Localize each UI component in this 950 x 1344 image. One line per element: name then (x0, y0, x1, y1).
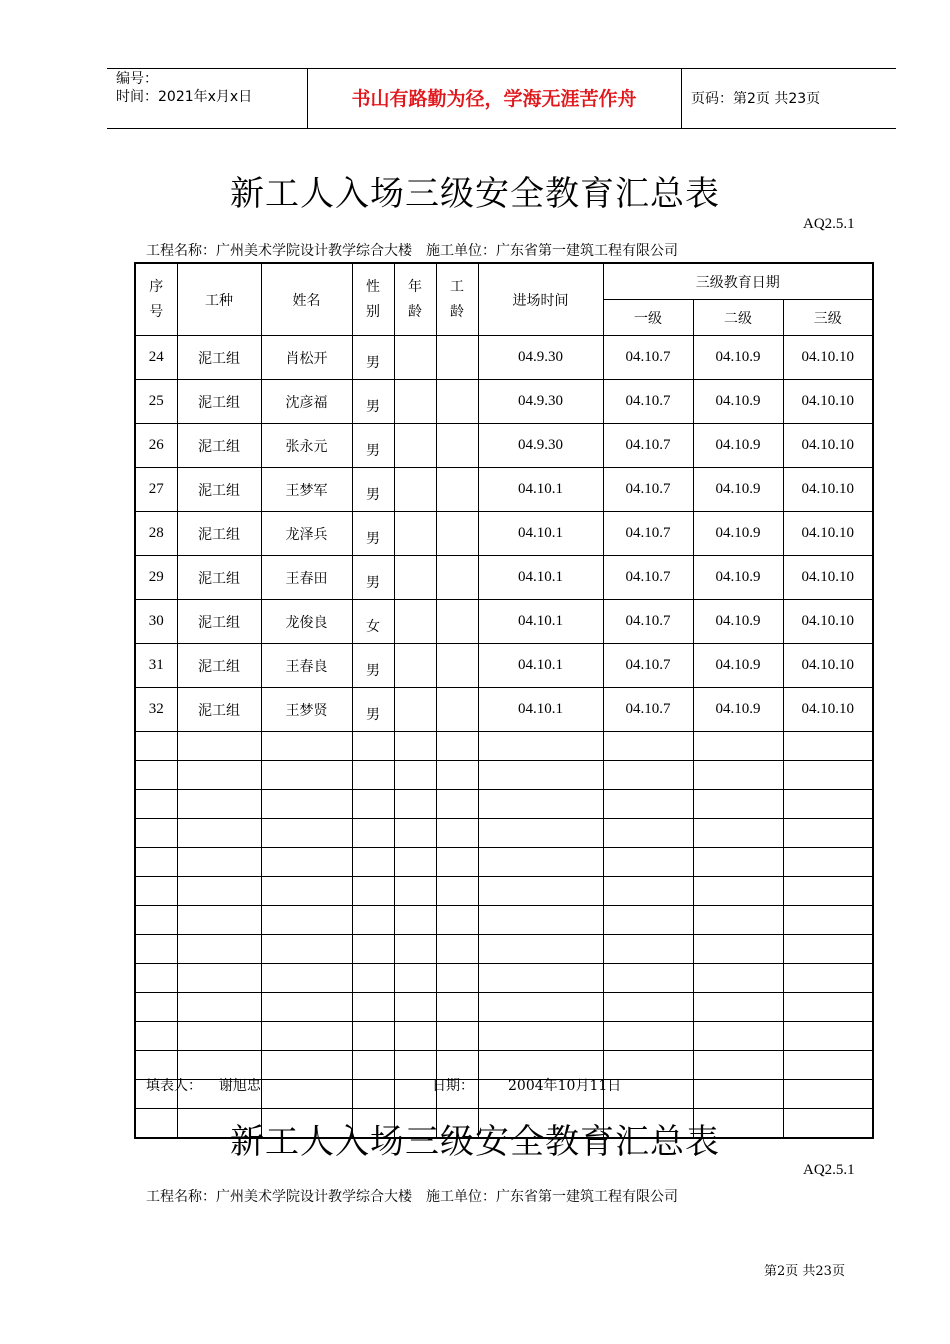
empty-cell (177, 790, 261, 819)
header-top-rule (107, 68, 896, 69)
empty-cell (478, 819, 603, 848)
empty-cell (352, 1080, 394, 1109)
header-entry-time: 进场时间 (478, 263, 603, 336)
empty-cell (478, 1022, 603, 1051)
header-divider-right (681, 68, 682, 128)
header-time: 时间：2021年x月x日 (116, 89, 253, 105)
construction-unit: 施工单位：广东省第一建筑工程有限公司 (426, 243, 678, 259)
empty-row (135, 790, 873, 819)
empty-cell (693, 1051, 783, 1080)
cell-name: 王春田 (261, 556, 352, 600)
empty-cell (783, 935, 873, 964)
empty-cell (135, 964, 177, 993)
empty-cell (603, 819, 693, 848)
filler-label: 填表人： (146, 1078, 202, 1094)
cell-l1: 04.10.7 (603, 468, 693, 512)
empty-row (135, 964, 873, 993)
empty-cell (783, 732, 873, 761)
empty-row (135, 935, 873, 964)
empty-cell (352, 1022, 394, 1051)
cell-seq: 29 (135, 556, 177, 600)
empty-cell (783, 1051, 873, 1080)
empty-cell (436, 935, 478, 964)
empty-cell (177, 732, 261, 761)
cell-age (394, 380, 436, 424)
empty-cell (177, 906, 261, 935)
empty-cell (783, 993, 873, 1022)
empty-cell (478, 935, 603, 964)
empty-cell (135, 732, 177, 761)
header-page-info: 页码：第2页 共23页 (691, 91, 821, 107)
table-row (135, 644, 873, 688)
cell-sex: 男 (352, 556, 394, 600)
empty-cell (394, 732, 436, 761)
empty-cell (394, 848, 436, 877)
cell-name: 王梦军 (261, 468, 352, 512)
header-seq: 序 号 (135, 263, 177, 336)
header-name: 姓名 (261, 263, 352, 336)
empty-cell (261, 819, 352, 848)
cell-sex: 男 (352, 424, 394, 468)
header-work-age: 工 龄 (436, 263, 478, 336)
empty-cell (261, 790, 352, 819)
empty-cell (394, 993, 436, 1022)
empty-cell (135, 935, 177, 964)
cell-work-age (436, 380, 478, 424)
table-row (135, 380, 873, 424)
empty-cell (783, 877, 873, 906)
empty-cell (135, 790, 177, 819)
form-code: AQ2.5.1 (803, 216, 855, 232)
header-level1: 一级 (603, 300, 693, 336)
cell-l2: 04.10.9 (693, 600, 783, 644)
empty-cell (261, 993, 352, 1022)
empty-cell (693, 790, 783, 819)
cell-sex: 男 (352, 336, 394, 380)
cell-l1: 04.10.7 (603, 600, 693, 644)
empty-cell (436, 877, 478, 906)
empty-cell (177, 819, 261, 848)
form2-construction-unit: 施工单位：广东省第一建筑工程有限公司 (426, 1189, 678, 1205)
cell-work-age (436, 512, 478, 556)
empty-cell (478, 790, 603, 819)
empty-cell (478, 877, 603, 906)
empty-cell (783, 819, 873, 848)
empty-cell (352, 906, 394, 935)
cell-entry: 04.9.30 (478, 424, 603, 468)
cell-seq: 26 (135, 424, 177, 468)
date-value: 2004年10月11日 (508, 1078, 622, 1094)
table-row (135, 556, 873, 600)
cell-entry: 04.9.30 (478, 380, 603, 424)
empty-cell (352, 877, 394, 906)
cell-entry: 04.10.1 (478, 512, 603, 556)
empty-cell (394, 906, 436, 935)
table-row (135, 424, 873, 468)
cell-entry: 04.10.1 (478, 688, 603, 732)
cell-trade: 泥工组 (177, 644, 261, 688)
cell-l2: 04.10.9 (693, 556, 783, 600)
empty-cell (135, 848, 177, 877)
cell-name: 龙俊良 (261, 600, 352, 644)
empty-cell (783, 906, 873, 935)
empty-cell (394, 877, 436, 906)
header-meta (116, 70, 252, 106)
cell-entry: 04.9.30 (478, 336, 603, 380)
form2-project-line (146, 1186, 678, 1206)
cell-entry: 04.10.1 (478, 556, 603, 600)
cell-seq: 25 (135, 380, 177, 424)
cell-trade: 泥工组 (177, 424, 261, 468)
empty-cell (394, 1022, 436, 1051)
empty-cell (394, 935, 436, 964)
empty-cell (135, 877, 177, 906)
empty-row (135, 819, 873, 848)
cell-trade: 泥工组 (177, 380, 261, 424)
empty-row (135, 993, 873, 1022)
empty-cell (261, 1080, 352, 1109)
table-row (135, 688, 873, 732)
empty-cell (261, 761, 352, 790)
cell-l1: 04.10.7 (603, 424, 693, 468)
empty-cell (436, 790, 478, 819)
empty-cell (394, 964, 436, 993)
empty-cell (436, 819, 478, 848)
cell-sex: 男 (352, 468, 394, 512)
cell-age (394, 424, 436, 468)
empty-cell (261, 935, 352, 964)
empty-cell (693, 761, 783, 790)
empty-cell (135, 1022, 177, 1051)
cell-seq: 31 (135, 644, 177, 688)
cell-sex: 男 (352, 512, 394, 556)
cell-l2: 04.10.9 (693, 424, 783, 468)
table-row (135, 600, 873, 644)
cell-l1: 04.10.7 (603, 688, 693, 732)
form-footer (146, 1075, 622, 1095)
table-row (135, 468, 873, 512)
empty-cell (436, 761, 478, 790)
empty-cell (783, 964, 873, 993)
cell-seq: 28 (135, 512, 177, 556)
cell-l2: 04.10.9 (693, 512, 783, 556)
empty-cell (394, 1051, 436, 1080)
empty-cell (693, 935, 783, 964)
cell-age (394, 688, 436, 732)
cell-l2: 04.10.9 (693, 468, 783, 512)
cell-name: 沈彦福 (261, 380, 352, 424)
form2-title: 新工人入场三级安全教育汇总表 (230, 1122, 720, 1162)
empty-cell (478, 964, 603, 993)
cell-age (394, 512, 436, 556)
empty-row (135, 906, 873, 935)
education-summary-table (134, 262, 874, 1139)
empty-cell (394, 790, 436, 819)
table-row (135, 512, 873, 556)
empty-cell (436, 993, 478, 1022)
form2-project-name: 工程名称：广州美术学院设计教学综合大楼 (146, 1189, 412, 1205)
header-motto: 书山有路勤为径，学海无涯苦作舟 (351, 88, 637, 110)
empty-cell (177, 993, 261, 1022)
cell-l3: 04.10.10 (783, 336, 873, 380)
empty-cell (261, 1051, 352, 1080)
empty-cell (261, 848, 352, 877)
empty-cell (783, 790, 873, 819)
empty-cell (783, 761, 873, 790)
empty-cell (436, 964, 478, 993)
cell-work-age (436, 556, 478, 600)
empty-cell (603, 761, 693, 790)
empty-cell (603, 935, 693, 964)
empty-cell (693, 848, 783, 877)
empty-cell (135, 906, 177, 935)
cell-work-age (436, 336, 478, 380)
empty-cell (394, 1080, 436, 1109)
empty-cell (352, 732, 394, 761)
cell-work-age (436, 424, 478, 468)
cell-l3: 04.10.10 (783, 600, 873, 644)
cell-name: 张永元 (261, 424, 352, 468)
cell-seq: 24 (135, 336, 177, 380)
empty-cell (177, 761, 261, 790)
empty-cell (478, 761, 603, 790)
page-footer-number: 第2页 共23页 (764, 1264, 845, 1279)
cell-name: 龙泽兵 (261, 512, 352, 556)
empty-cell (783, 1080, 873, 1109)
cell-work-age (436, 688, 478, 732)
header-level3: 三级 (783, 300, 873, 336)
header-level2: 二级 (693, 300, 783, 336)
empty-cell (603, 732, 693, 761)
empty-cell (352, 935, 394, 964)
cell-trade: 泥工组 (177, 600, 261, 644)
date-label: 日期： (432, 1078, 474, 1094)
cell-l3: 04.10.10 (783, 380, 873, 424)
cell-trade: 泥工组 (177, 512, 261, 556)
empty-cell (603, 993, 693, 1022)
form-title: 新工人入场三级安全教育汇总表 (230, 174, 720, 214)
cell-sex: 男 (352, 644, 394, 688)
empty-cell (436, 906, 478, 935)
empty-row (135, 877, 873, 906)
empty-cell (783, 1022, 873, 1051)
project-line (146, 240, 678, 260)
cell-age (394, 336, 436, 380)
empty-cell (177, 935, 261, 964)
cell-sex: 女 (352, 600, 394, 644)
table-row (135, 336, 873, 380)
empty-row (135, 761, 873, 790)
empty-cell (352, 993, 394, 1022)
empty-cell (261, 906, 352, 935)
empty-cell (436, 848, 478, 877)
empty-row (135, 732, 873, 761)
empty-cell (603, 790, 693, 819)
cell-seq: 30 (135, 600, 177, 644)
cell-name: 肖松开 (261, 336, 352, 380)
header-number: 编号： (116, 71, 158, 87)
empty-cell (603, 964, 693, 993)
cell-l1: 04.10.7 (603, 336, 693, 380)
empty-cell (478, 993, 603, 1022)
cell-l3: 04.10.10 (783, 512, 873, 556)
empty-cell (352, 1051, 394, 1080)
cell-l3: 04.10.10 (783, 644, 873, 688)
empty-cell (478, 906, 603, 935)
cell-work-age (436, 600, 478, 644)
empty-cell (135, 819, 177, 848)
cell-l3: 04.10.10 (783, 468, 873, 512)
cell-work-age (436, 468, 478, 512)
cell-name: 王梦贤 (261, 688, 352, 732)
cell-l1: 04.10.7 (603, 644, 693, 688)
form2-code: AQ2.5.1 (803, 1162, 855, 1178)
project-name: 工程名称：广州美术学院设计教学综合大楼 (146, 243, 412, 259)
empty-cell (177, 1022, 261, 1051)
empty-cell (352, 819, 394, 848)
empty-cell (478, 848, 603, 877)
header-bottom-rule (107, 128, 896, 129)
cell-l2: 04.10.9 (693, 336, 783, 380)
empty-cell (261, 732, 352, 761)
empty-cell (177, 848, 261, 877)
empty-cell (693, 906, 783, 935)
header-edu-dates: 三级教育日期 (603, 263, 873, 300)
filler-name: 谢旭忠 (218, 1078, 261, 1094)
cell-name: 王春良 (261, 644, 352, 688)
cell-l3: 04.10.10 (783, 424, 873, 468)
empty-cell (693, 1022, 783, 1051)
cell-entry: 04.10.1 (478, 644, 603, 688)
cell-l3: 04.10.10 (783, 688, 873, 732)
cell-seq: 27 (135, 468, 177, 512)
empty-cell (352, 848, 394, 877)
cell-sex: 男 (352, 380, 394, 424)
cell-age (394, 600, 436, 644)
empty-cell (177, 964, 261, 993)
cell-l2: 04.10.9 (693, 380, 783, 424)
empty-cell (693, 877, 783, 906)
cell-entry: 04.10.1 (478, 468, 603, 512)
empty-cell (135, 993, 177, 1022)
cell-l2: 04.10.9 (693, 688, 783, 732)
cell-trade: 泥工组 (177, 688, 261, 732)
empty-cell (261, 877, 352, 906)
cell-trade: 泥工组 (177, 556, 261, 600)
cell-age (394, 644, 436, 688)
cell-l2: 04.10.9 (693, 644, 783, 688)
empty-cell (693, 1080, 783, 1109)
empty-cell (693, 993, 783, 1022)
empty-cell (693, 819, 783, 848)
cell-trade: 泥工组 (177, 336, 261, 380)
cell-l1: 04.10.7 (603, 556, 693, 600)
empty-row (135, 1022, 873, 1051)
header-sex: 性 别 (352, 263, 394, 336)
empty-cell (436, 732, 478, 761)
header-age: 年 龄 (394, 263, 436, 336)
empty-cell (352, 761, 394, 790)
cell-work-age (436, 644, 478, 688)
cell-seq: 32 (135, 688, 177, 732)
empty-cell (693, 732, 783, 761)
empty-cell (177, 877, 261, 906)
cell-age (394, 468, 436, 512)
empty-cell (261, 1022, 352, 1051)
empty-cell (783, 848, 873, 877)
empty-cell (394, 761, 436, 790)
empty-cell (478, 732, 603, 761)
empty-cell (603, 848, 693, 877)
empty-cell (603, 877, 693, 906)
cell-l1: 04.10.7 (603, 512, 693, 556)
empty-cell (135, 761, 177, 790)
cell-l1: 04.10.7 (603, 380, 693, 424)
cell-entry: 04.10.1 (478, 600, 603, 644)
empty-cell (603, 906, 693, 935)
empty-cell (352, 790, 394, 819)
cell-trade: 泥工组 (177, 468, 261, 512)
cell-sex: 男 (352, 688, 394, 732)
empty-cell (603, 1022, 693, 1051)
header-trade: 工种 (177, 263, 261, 336)
empty-cell (693, 964, 783, 993)
empty-cell (394, 819, 436, 848)
empty-cell (436, 1022, 478, 1051)
cell-l3: 04.10.10 (783, 556, 873, 600)
empty-cell (352, 964, 394, 993)
cell-age (394, 556, 436, 600)
empty-row (135, 848, 873, 877)
empty-cell (261, 964, 352, 993)
